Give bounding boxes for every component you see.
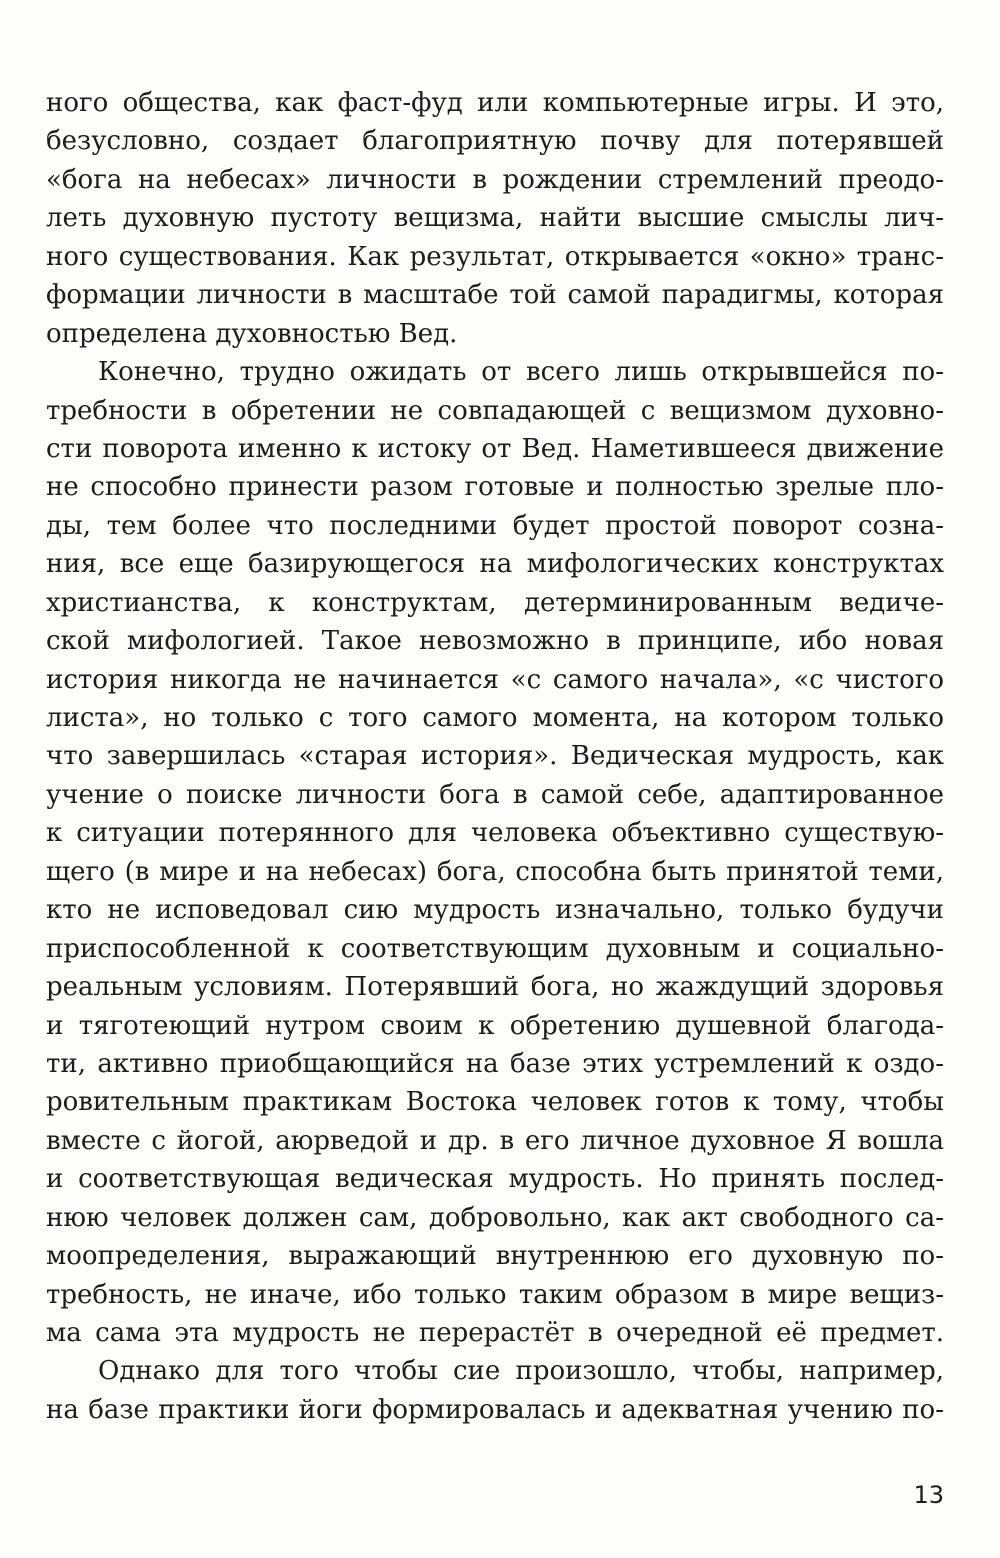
text-line: Конечно, трудно ожидать от всего лишь открывшейся по-	[98, 357, 944, 388]
paragraph-2	[46, 353, 944, 1352]
text-line: ного существования. Как результат, открывается «окно» транс-	[46, 241, 944, 272]
text-line: ния, все еще базирующегося на мифологических конструктах	[46, 549, 944, 580]
text-line: Однако для того чтобы сие произошло, чтобы, например,	[98, 1356, 944, 1387]
text-line: ской мифологией. Такое невозможно в принципе, ибо новая	[46, 626, 944, 657]
text-line: к ситуации потерянного для человека объективно существую-	[46, 818, 944, 849]
text-line: реальным условиям. Потерявший бога, но жаждущий здоровья	[46, 972, 944, 1003]
text-line: не способно принести разом готовые и полностью зрелые пло-	[46, 472, 944, 503]
text-line: «бога на небесах» личности в рождении стремлений преодо-	[46, 164, 944, 195]
text-line: и тяготеющий нутром своим к обретению душевной благода-	[46, 1010, 944, 1041]
text-line: христианства, к конструктам, детерминированным ведиче-	[46, 587, 944, 618]
text-line: ровительным практикам Востока человек готов к тому, чтобы	[46, 1087, 944, 1118]
text-line: ного общества, как фаст-фуд или компьютерные игры. И это,	[46, 88, 944, 118]
paragraph-3	[46, 1352, 944, 1429]
page-number: 13	[913, 1481, 944, 1509]
text-line: история никогда не начинается «с самого начала», «с чистого	[46, 664, 944, 695]
text-line: учение о поиске личности бога в самой себе, адаптированное	[46, 779, 944, 810]
text-line: формации личности в масштабе той самой парадигмы, которая	[46, 280, 944, 311]
text-line: ды, тем более что последними будет простой поворот созна-	[46, 510, 944, 541]
text-line: требности в обретении не совпадающей с вещизмом духовно-	[46, 395, 944, 426]
paragraph-1	[46, 84, 944, 353]
text-line: ти, активно приобщающийся на базе этих устремлений к оздо-	[46, 1048, 944, 1079]
text-line: ма сама эта мудрость не перерастёт в очередной её предмет.	[46, 1318, 944, 1348]
text-line: что завершилась «старая история». Ведическая мудрость, как	[46, 741, 944, 772]
text-line: леть духовную пустоту вещизма, найти высшие смыслы лич-	[46, 203, 944, 234]
body-text	[46, 84, 944, 1429]
text-line: на базе практики йоги формировалась и адекватная учению по-	[46, 1394, 944, 1425]
text-line: сти поворота именно к истоку от Вед. Наметившееся движение	[46, 433, 944, 464]
text-line: безусловно, создает благоприятную почву для потерявшей	[46, 126, 944, 157]
text-line: листа», но только с того самого момента, на котором только	[46, 703, 944, 733]
text-line: вместе с йогой, аюрведой и др. в его личное духовное Я вошла	[46, 1125, 944, 1156]
text-line: требность, не иначе, ибо только таким образом в мире вещиз-	[46, 1279, 944, 1310]
text-line: определена духовностью Вед.	[46, 318, 458, 349]
text-line: кто не исповедовал сию мудрость изначально, только будучи	[46, 895, 944, 926]
text-line: моопределения, выражающий внутреннюю его духовную по-	[46, 1241, 944, 1272]
text-line: нюю человек должен сам, добровольно, как акт свободного са-	[46, 1202, 944, 1233]
text-line: приспособленной к соответствующим духовным и социально-	[46, 933, 944, 964]
text-line: щего (в мире и на небесах) бога, способна быть принятой теми,	[46, 856, 944, 887]
text-line: и соответствующая ведическая мудрость. Но принять послед-	[46, 1164, 944, 1195]
